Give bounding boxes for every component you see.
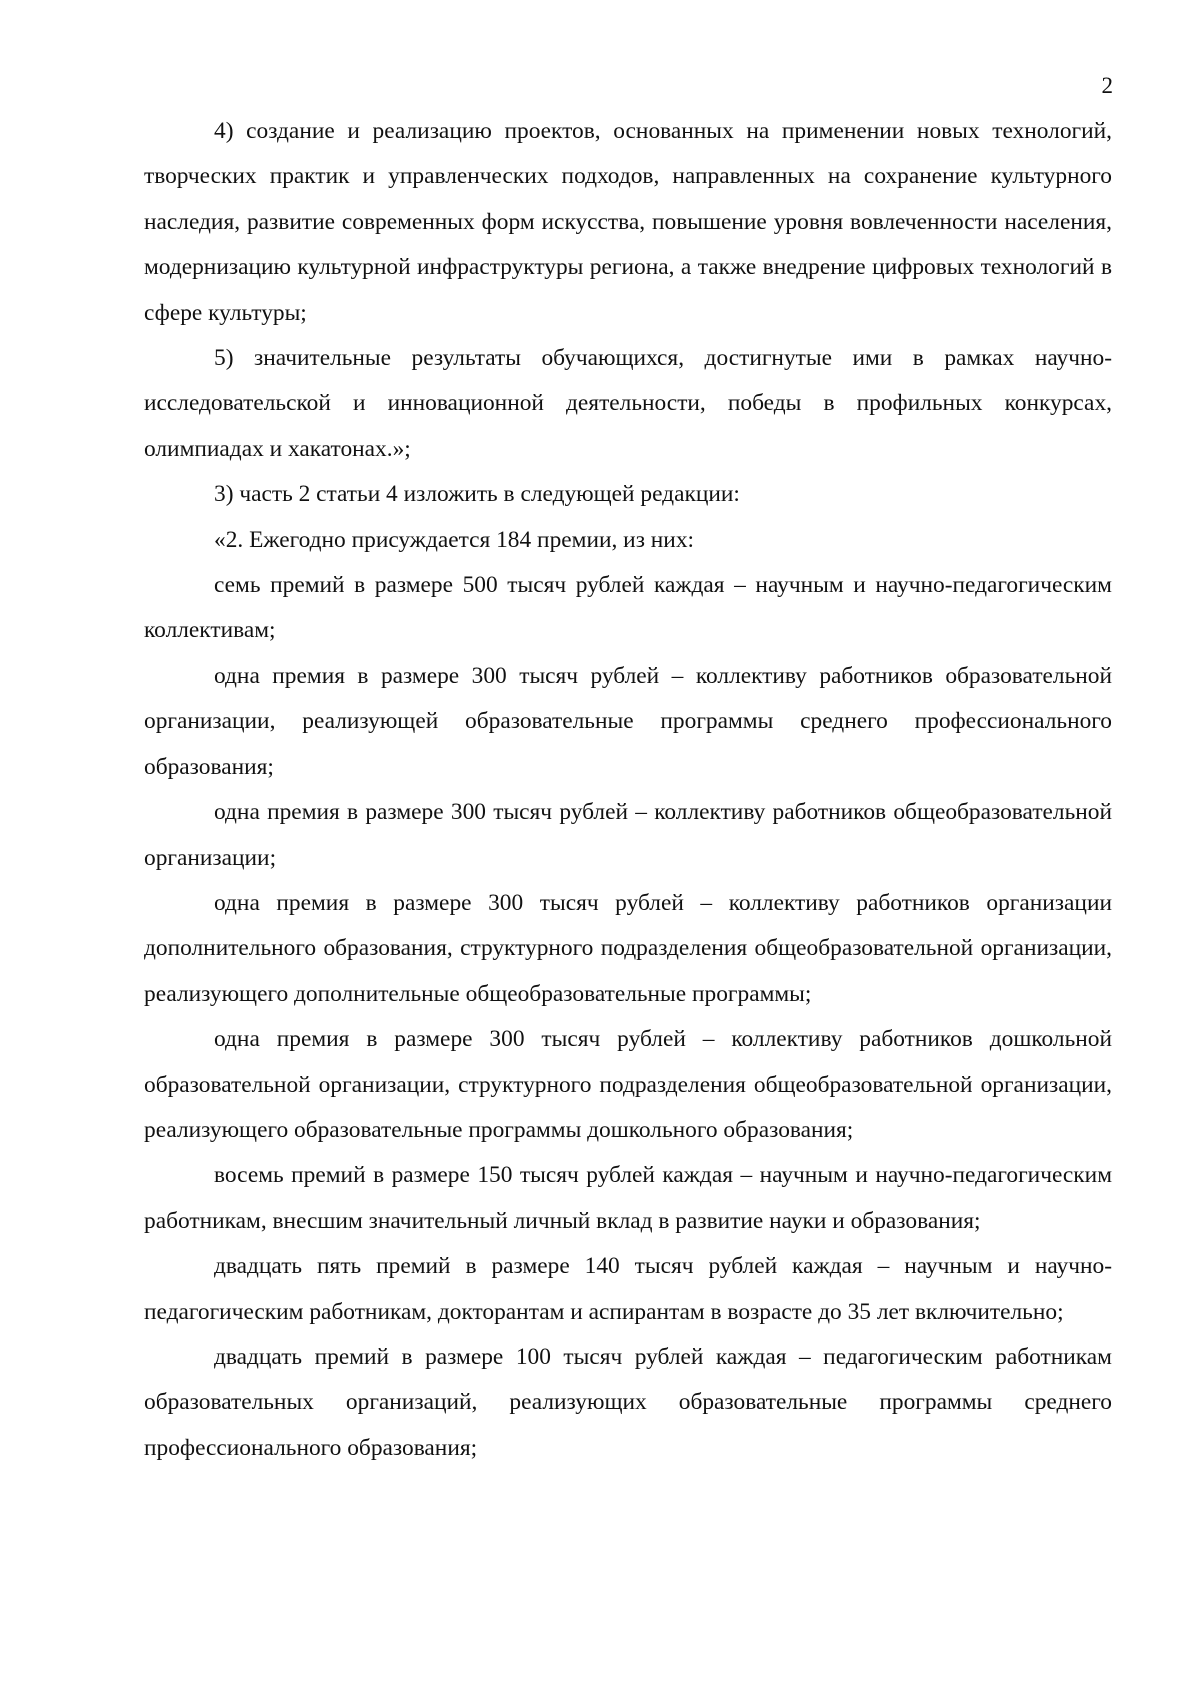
paragraph-prize-additional-education-collective: одна премия в размере 300 тысяч рублей – коллективу работников организации дополнительного образования, структурного подразделения общеобразовательной организации, реализующего дополнительные общеобразовательные программы; [144, 889, 1112, 1007]
paragraph-prize-spo-collective: одна премия в размере 300 тысяч рублей – коллективу работников образовательной организации, реализующей образовательные программы среднего профессионального образования; [144, 662, 1112, 780]
paragraph-item-4: 4) создание и реализацию проектов, основанных на применении новых технологий, творческих практик и управленческих подходов, направленных на сохранение культурного наследия, развитие современных форм искусства, повышение уровня вовлеченности населения, модернизацию культурной инфраструктуры региона, а также внедрение цифровых технологий в сфере культуры; [144, 118, 1112, 326]
paragraph-prize-preschool-collective: одна премия в размере 300 тысяч рублей – коллективу работников дошкольной образовательной организации, структурного подразделения общеобразовательной организации, реализующего образовательные программы дошкольного образования; [144, 1026, 1112, 1143]
paragraph-prize-collectives-500k: семь премий в размере 500 тысяч рублей каждая – научным и научно-педагогическим коллективам; [144, 572, 1112, 644]
paragraph-item-5: 5) значительные результаты обучающихся, достигнутые ими в рамках научно-исследовательской и инновационной деятельности, победы в профильных конкурсах, олимпиадах и хакатонах.»; [144, 345, 1112, 462]
paragraph-amendment-3: 3) часть 2 статьи 4 изложить в следующей редакции: [214, 481, 740, 508]
paragraph-prize-researchers-150k: восемь премий в размере 150 тысяч рублей каждая – научным и научно-педагогическим работникам, внесшим значительный личный вклад в развитие науки и образования; [144, 1162, 1112, 1234]
page-number: 2 [1101, 73, 1113, 98]
paragraph-prize-school-collective: одна премия в размере 300 тысяч рублей – коллективу работников общеобразовательной организации; [144, 799, 1112, 871]
paragraph-article-4-part-2: «2. Ежегодно присуждается 184 премии, из них: [214, 526, 695, 553]
paragraph-prize-young-researchers-140k: двадцать пять премий в размере 140 тысяч рублей каждая – научным и научно-педагогическим работникам, докторантам и аспирантам в возрасте до 35 лет включительно; [144, 1253, 1112, 1325]
document-body [144, 109, 1112, 1471]
paragraph-prize-spo-teachers-100k: двадцать премий в размере 100 тысяч рублей каждая – педагогическим работникам образовательных организаций, реализующих образовательные программы среднего профессионального образования; [144, 1343, 1112, 1461]
